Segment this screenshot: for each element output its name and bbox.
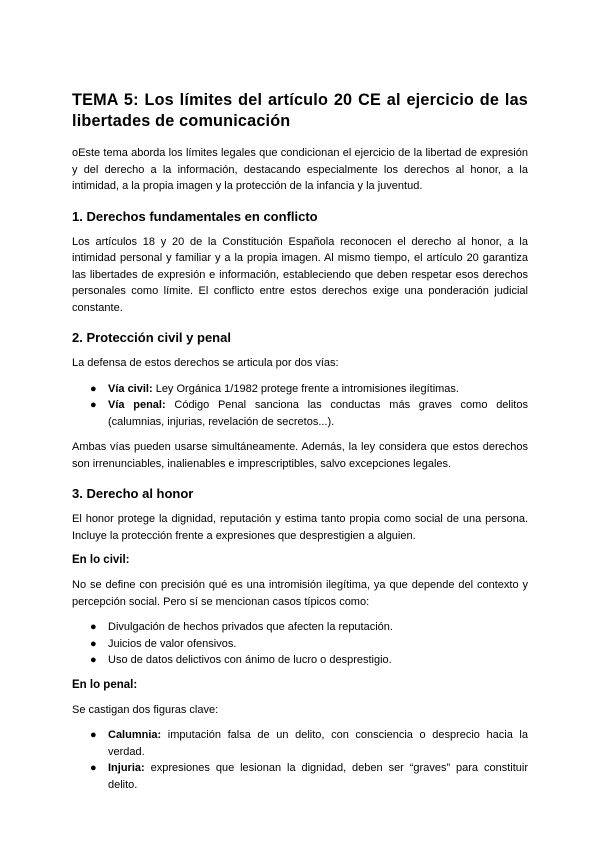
- list-item: ● Calumnia: imputación falsa de un delito, con consciencia o desprecio hacia la verdad.: [90, 729, 528, 758]
- section-2-heading: 2. Protección civil y penal: [72, 330, 231, 345]
- list-item: ● Uso de datos delictivos con ánimo de lucro o desprestigio.: [90, 654, 392, 666]
- list-item: ● Divulgación de hechos privados que afecten la reputación.: [90, 621, 393, 633]
- section-2-after: Ambas vías pueden usarse simultáneamente. Además, la ley considera que estos derechos son irrenunciables, inalienables e imprescriptibles, salvo excepciones legales.: [72, 441, 528, 470]
- list-item: ● Injuria: expresiones que lesionan la dignidad, deben ser “graves” para constituir delito.: [90, 762, 528, 791]
- section-2-list: [72, 381, 528, 431]
- list-item: ● Vía civil: Ley Orgánica 1/1982 protege frente a intromisiones ilegítimas.: [90, 382, 459, 395]
- list-item: ● Vía penal: Código Penal sanciona las conductas más graves como delitos (calumnias, injurias, revelación de secretos...).: [90, 399, 528, 428]
- section-3-heading: 3. Derecho al honor: [72, 486, 194, 501]
- section-2-lead: La defensa de estos derechos se articula por dos vías:: [72, 357, 339, 369]
- intro-paragraph: oEste tema aborda los límites legales que condicionan el ejercicio de la libertad de expresión y del derecho a la información, destacando especialmente los derechos al honor, a la intimidad, a la propia imagen y la protección de la infancia y la juventud.: [72, 147, 528, 192]
- penal-subheading: En lo penal:: [72, 678, 138, 691]
- list-item: ● Juicios de valor ofensivos.: [90, 637, 237, 650]
- section-1-text: Los artículos 18 y 20 de la Constitución Española reconocen el derecho al honor, a la intimidad personal y familiar y a la propia imagen. Al mismo tiempo, el artículo 20 garantiza las libertades de expresión e información, estableciendo que deben respetar esos derechos personales como límite. El conflicto entre estos derechos exige una ponderación judicial constante.: [72, 235, 528, 314]
- penal-list: [72, 727, 528, 793]
- section-1-heading: 1. Derechos fundamentales en conflicto: [72, 208, 318, 224]
- civil-list: [72, 619, 528, 669]
- civil-text: No se define con precisión qué es una intromisión ilegítima, ya que depende del contexto y percepción social. Pero sí se mencionan casos típicos como:: [72, 579, 528, 608]
- penal-text: Se castigan dos figuras clave:: [72, 703, 219, 716]
- page-title: TEMA 5: Los límites del artículo 20 CE al ejercicio de las libertades de comunicación: [72, 91, 528, 130]
- section-3-text: El honor protege la dignidad, reputación y estima tanto propia como social de una persona. Incluye la protección frente a expresiones que desprestigien a alguien.: [72, 513, 528, 542]
- document-page: [72, 90, 528, 793]
- civil-subheading: En lo civil:: [72, 554, 130, 566]
